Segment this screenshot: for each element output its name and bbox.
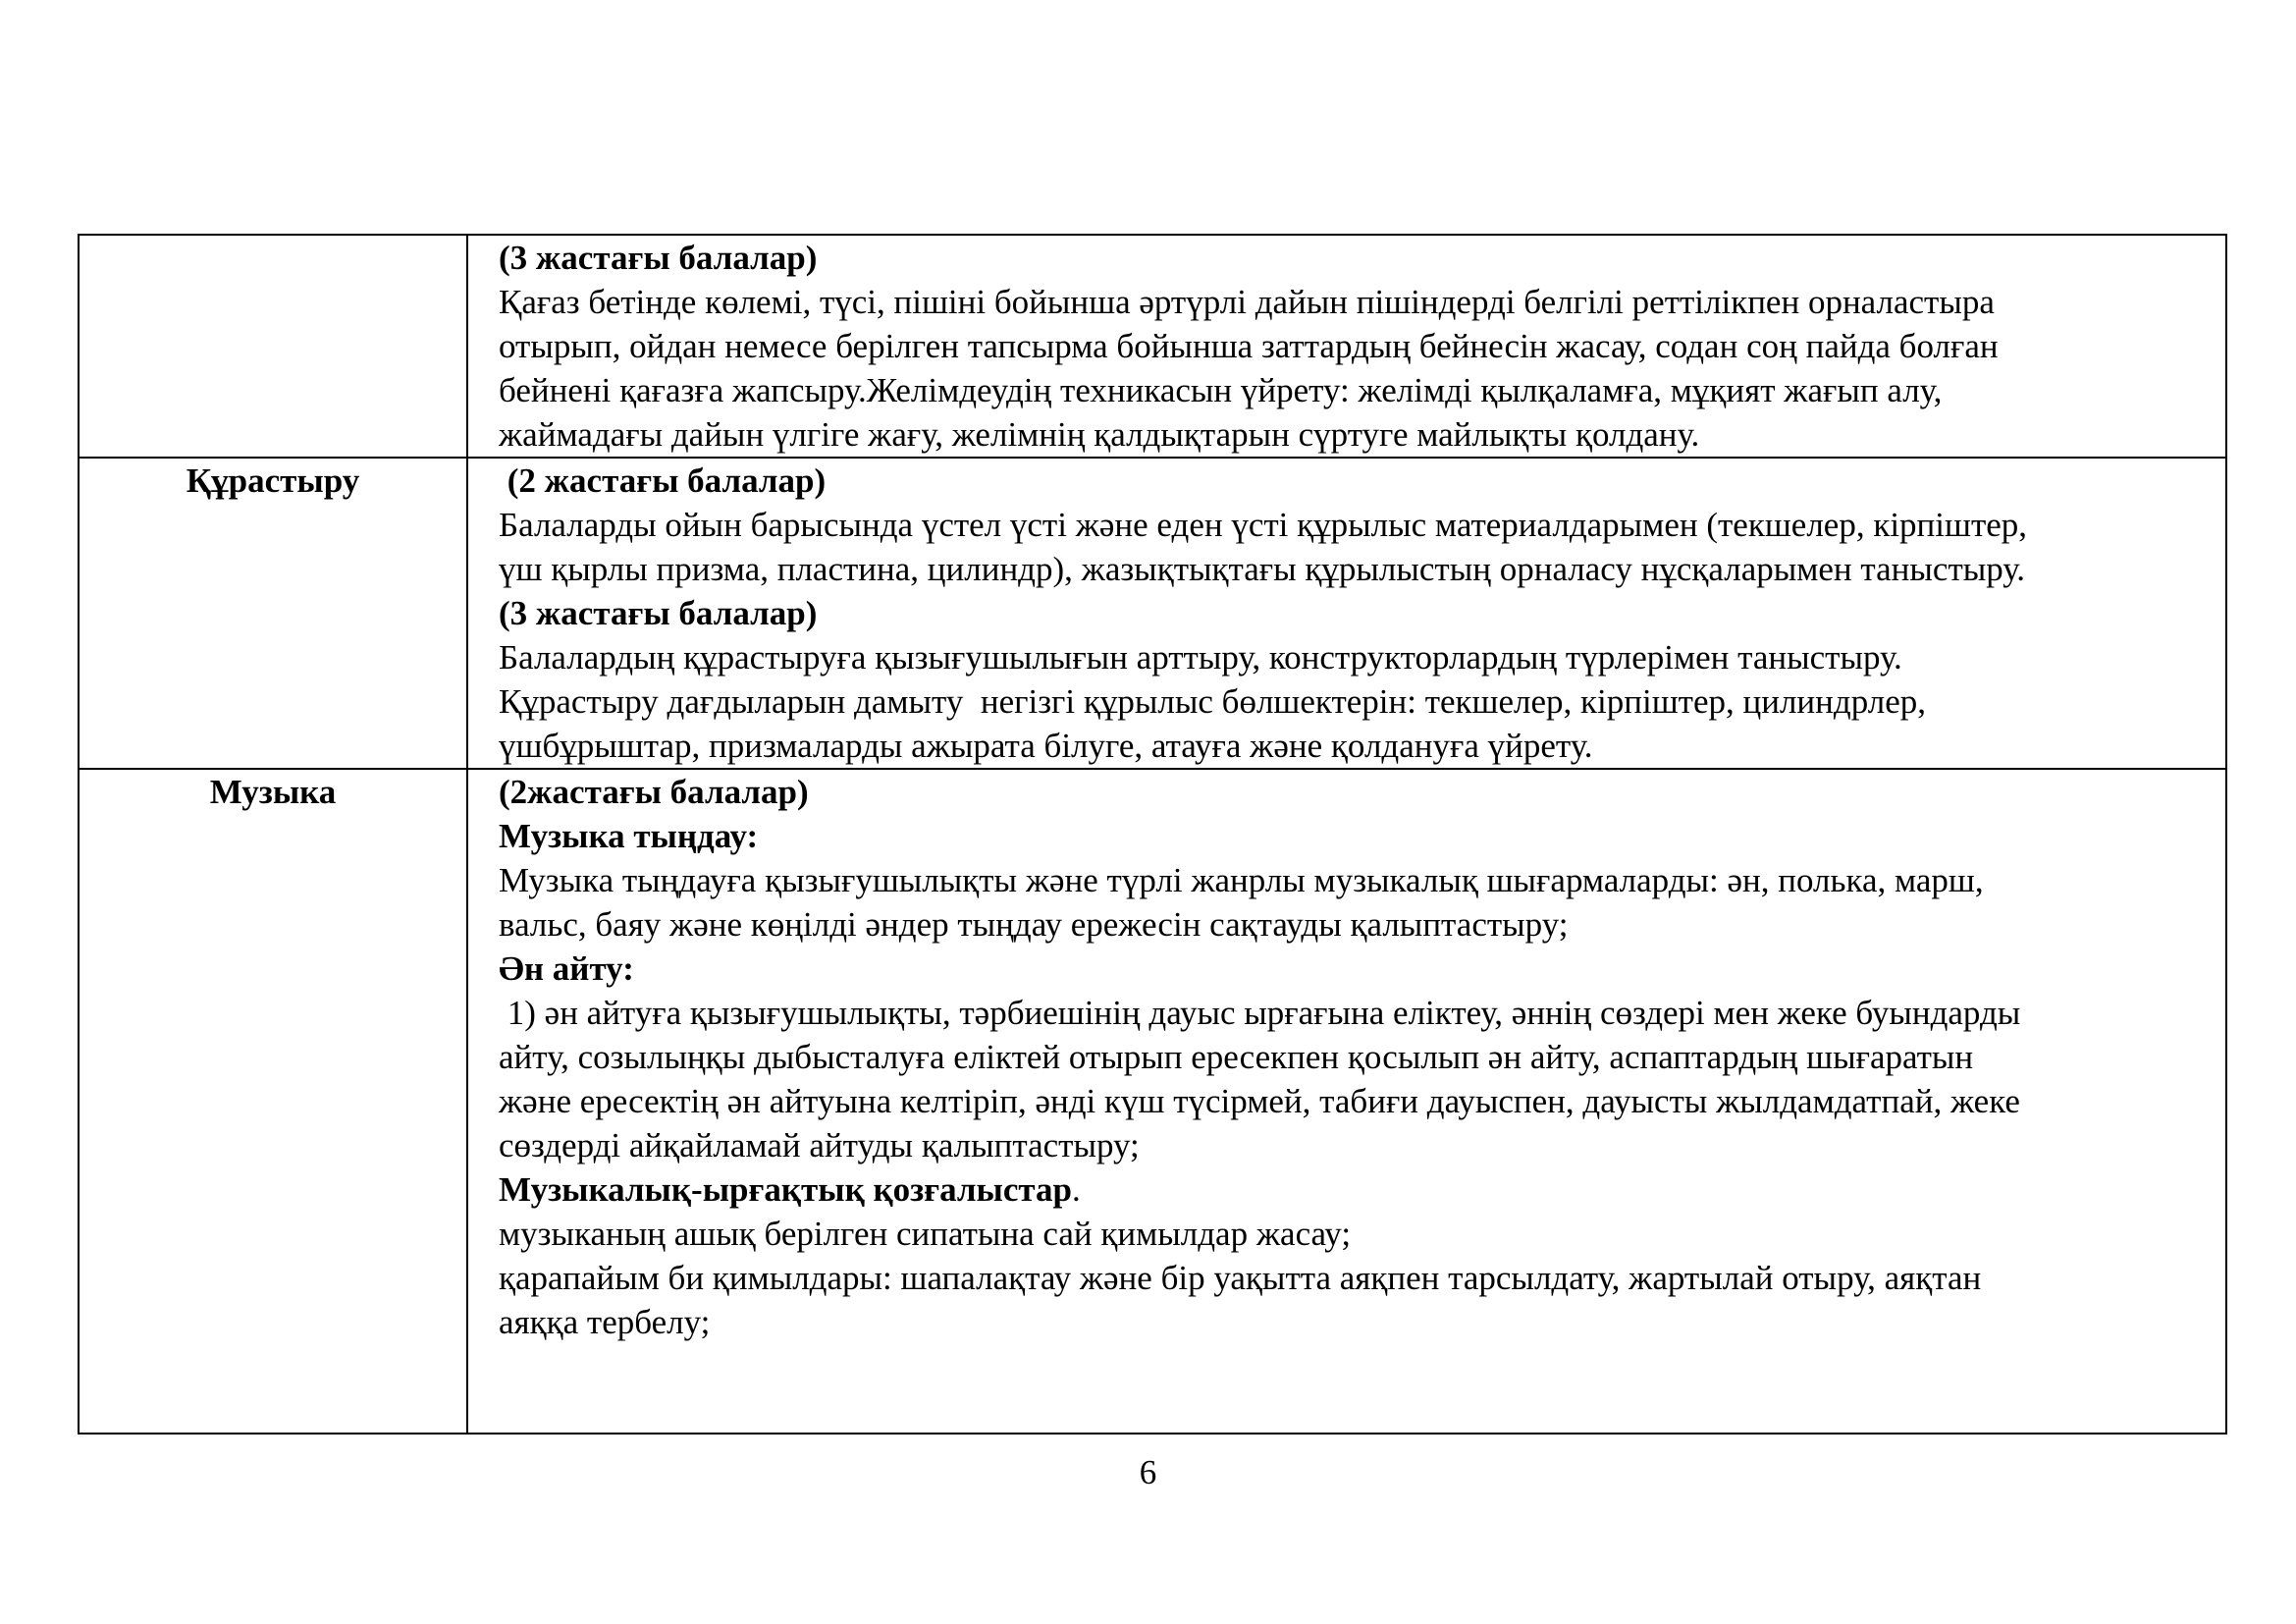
content-line: сөздерді айқайламай айтуды қалыптастыру; [499,1126,1140,1164]
section-heading-line [499,1167,2216,1212]
table-row [79,235,2226,458]
content-line: аяққа тербелу; [499,1303,711,1341]
heading-suffix: . [1072,1170,1081,1209]
content-line: үшбұрыштар, призмаларды ажырата білуге, атауға және қолдануға үйрету. [499,727,1593,765]
curriculum-table [78,234,2227,1435]
age-group-heading: (2жастағы балалар) [499,773,809,811]
table-row [79,769,2226,1434]
content-line: бейнені қағазға жапсыру.Желімдеудің техникасын үйрету: желімді қылқаламға, мұқият жағып алу, [499,371,1943,409]
section-heading: Ән айту: [499,949,634,988]
content-line: және ересектің ән айтуына келтіріп, әнді күш түсірмей, табиғи дауыспен, дауысты жылдамдатпай, жеке [499,1082,2020,1120]
section-heading: Музыкалық-ырғақтық қозғалыстар [499,1170,1072,1209]
page-number: 6 [1139,1453,1157,1491]
content-line: жаймадағы дайын үлгіге жағу, желімнің қалдықтарын сүртуге майлықты қолдану. [499,415,1700,454]
content-cell [467,769,2226,1434]
age-group-heading: (3 жастағы балалар) [499,239,818,277]
content-line: музыканың ашық берілген сипатына сай қимылдар жасау; [499,1215,1352,1253]
age-group-heading: (3 жастағы балалар) [499,594,818,632]
content-line: Құрастыру дағдыларын дамыту негізгі құрылыс бөлшектерін: текшелер, кірпіштер, цилиндрлер, [499,682,1926,721]
content-line: айту, созылыңқы дыбысталуға еліктей отырып ересекпен қосылып ән айту, аспаптардың шығаратын [499,1038,1974,1076]
age-group-heading: (2 жастағы балалар) [499,461,827,500]
subject-cell [79,769,467,1434]
content-cell [467,458,2226,769]
subject-cell [79,235,467,458]
content-line: үш қырлы призма, пластина, цилиндр), жазықтықтағы құрылыстың орналасу нұсқаларымен таныстыру. [499,550,2026,588]
content-line: Балаларды ойын барысында үстел үсті және еден үсті құрылыс материалдарымен (текшелер, кірпіштер, [499,506,2028,544]
table-row [79,458,2226,769]
content-cell [467,235,2226,458]
subject-cell [79,458,467,769]
content-line: 1) ән айтуға қызығушылықты, тәрбиешінің дауыс ырғағына еліктеу, әннің сөздері мен жеке буындарды [499,994,2021,1032]
content-line: қарапайым би қимылдары: шапалақтау және бір уақытта аяқпен тарсылдату, жартылай отыру, аяқтан [499,1259,1982,1297]
section-heading: Музыка тыңдау: [499,817,759,855]
content-line: отырып, ойдан немесе берілген тапсырма бойынша заттардың бейнесін жасау, содан соң пайда болған [499,327,1999,365]
content-line: вальс, баяу және көңілді әндер тыңдау ережесін сақтауды қалыптастыру; [499,905,1569,944]
subject-label: Музыка [209,773,337,811]
content-line: Қағаз бетінде көлемі, түсі, пішіні бойынша әртүрлі дайын пішіндерді белгілі реттілікпен орналастыра [499,283,1995,321]
content-line: Музыка тыңдауға қызығушылықты және түрлі жанрлы музыкалық шығармаларды: ән, полька, марш, [499,861,1984,899]
content-line: Балалардың құрастыруға қызығушылығын арттыру, конструкторлардың түрлерімен таныстыру. [499,638,1902,677]
subject-label: Құрастыру [186,461,360,500]
